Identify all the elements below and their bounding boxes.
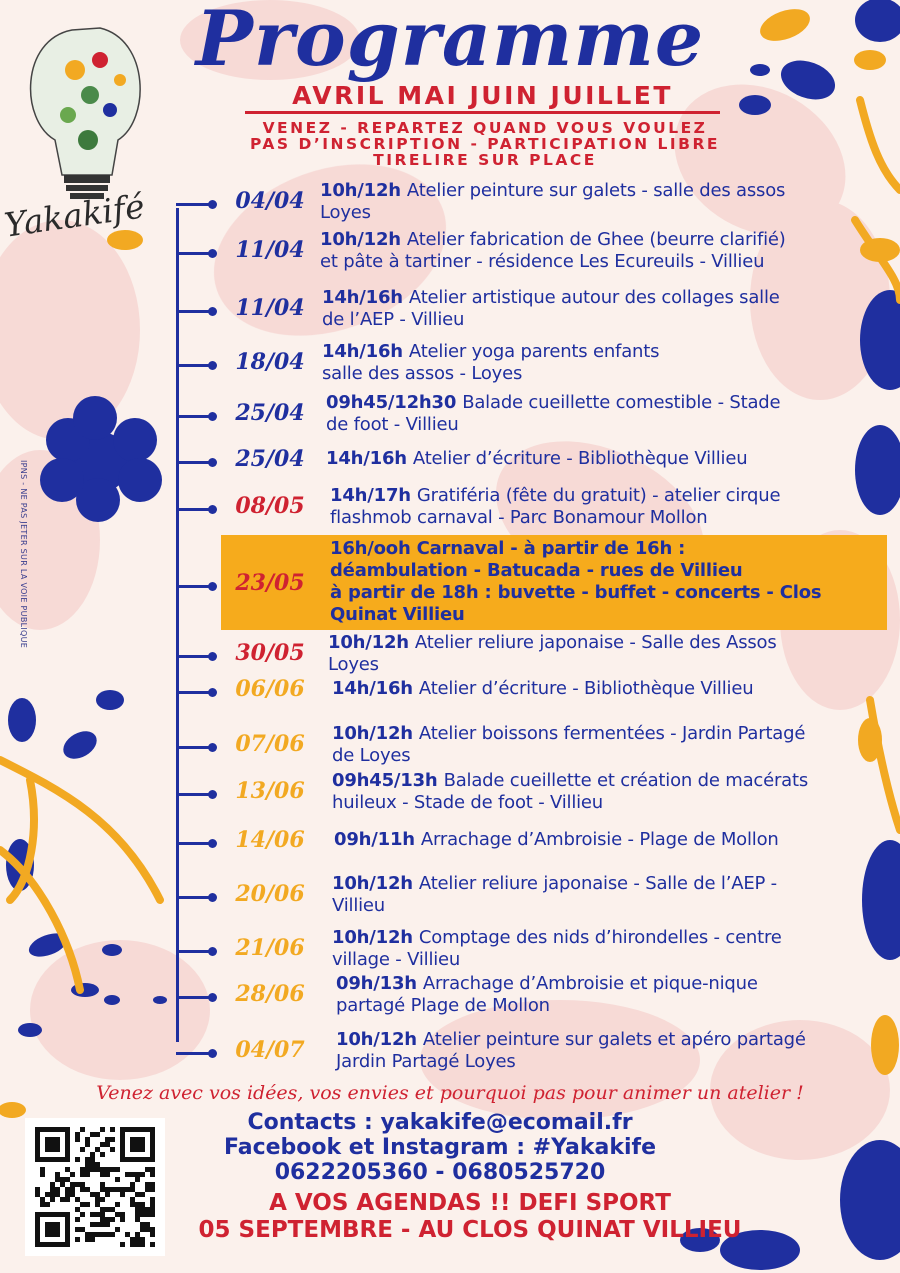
list-item — [0, 632, 900, 678]
event-time: 14h/16h — [326, 448, 407, 469]
event-line: de Loyes — [332, 745, 411, 766]
list-item — [0, 770, 900, 816]
event-line — [326, 392, 871, 414]
event-line — [330, 485, 875, 507]
event-description — [320, 180, 865, 224]
event-time: 14h/17h — [330, 485, 411, 506]
list-item — [0, 1029, 900, 1075]
event-text: Balade cueillette comestible - Stade — [462, 392, 781, 413]
event-text: Carnaval - à partir de 16h : — [416, 538, 686, 559]
event-date: 11/04 — [235, 237, 305, 263]
event-time: 14h/16h — [322, 287, 403, 308]
event-text: Balade cueillette et création de macérats — [443, 770, 809, 791]
list-item — [0, 829, 900, 855]
event-line: Villieu — [332, 895, 386, 916]
event-date: 25/04 — [235, 446, 305, 472]
event-date: 08/05 — [235, 493, 305, 519]
event-text: Atelier d’écriture - Bibliothèque Villieu — [412, 448, 748, 469]
event-text: Atelier peinture sur galets et apéro partagé — [422, 1029, 806, 1050]
sport-line: A VOS AGENDAS !! DEFI SPORT — [269, 1190, 671, 1216]
event-line — [332, 723, 877, 745]
event-line: de l’AEP - Villieu — [322, 309, 465, 330]
event-time: 10h/12h — [336, 1029, 417, 1050]
event-text: Gratiféria (fête du gratuit) - atelier cirque — [416, 485, 781, 506]
event-line: Loyes — [320, 202, 371, 223]
event-description — [320, 229, 865, 273]
side-note-text: IPNS - NE PAS JETER SUR LA VOIE PUBLIQUE — [19, 460, 28, 649]
list-item — [0, 448, 900, 474]
list-item — [0, 229, 900, 275]
event-line — [320, 229, 865, 251]
event-time: 10h/12h — [332, 927, 413, 948]
event-description — [332, 678, 877, 700]
event-date: 23/05 — [235, 570, 305, 596]
event-time: 09h45/12h30 — [326, 392, 457, 413]
event-line — [322, 287, 867, 309]
event-line: partagé Plage de Mollon — [336, 995, 550, 1016]
event-time: 10h/12h — [332, 723, 413, 744]
list-item — [0, 287, 900, 333]
event-date: 04/04 — [235, 188, 305, 214]
event-text: Atelier reliure japonaise - Salle de l’AEP - — [418, 873, 777, 894]
timeline-connector — [176, 793, 212, 796]
event-description — [330, 485, 875, 529]
timeline-dot — [208, 361, 217, 370]
timeline-dot — [208, 893, 217, 902]
event-text: Arrachage d’Ambroisie et pique-nique — [422, 973, 758, 994]
event-description — [326, 448, 871, 470]
event-description — [326, 392, 871, 436]
timeline-connector — [176, 1052, 212, 1055]
event-date: 13/06 — [235, 778, 305, 804]
list-item — [0, 873, 900, 919]
list-item — [0, 973, 900, 1019]
timeline-connector — [176, 996, 212, 999]
timeline-connector — [176, 950, 212, 953]
event-date: 25/04 — [235, 400, 305, 426]
months-subtitle: AVRIL MAI JUIN JUILLET — [245, 82, 720, 114]
timeline-dot — [208, 652, 217, 661]
list-item — [0, 485, 900, 531]
timeline-connector — [176, 364, 212, 367]
event-line: à partir de 18h : buvette - buffet - concerts - Clos — [330, 582, 822, 603]
event-line: huileux - Stade de foot - Villieu — [332, 792, 604, 813]
timeline-dot — [208, 839, 217, 848]
list-item — [0, 392, 900, 438]
event-description — [336, 1029, 881, 1073]
sport-announcement — [150, 1190, 790, 1244]
invite-text: Venez avec vos idées, vos envies et pourquoi pas pour animer un atelier ! — [96, 1082, 804, 1104]
event-time: 14h/16h — [322, 341, 403, 362]
event-time: 10h/12h — [320, 180, 401, 201]
timeline-dot — [208, 947, 217, 956]
list-item — [0, 927, 900, 973]
event-time: 10h/12h — [320, 229, 401, 250]
event-time: 16h/ooh — [330, 538, 411, 559]
event-description — [332, 723, 877, 767]
timeline-dot — [208, 200, 217, 209]
logo-text: Yakakifé — [1, 186, 147, 245]
event-time: 09h45/13h — [332, 770, 438, 791]
event-line: et pâte à tartiner - résidence Les Ecureuils - Villieu — [320, 251, 765, 272]
timeline-connector — [176, 691, 212, 694]
event-text: Atelier fabrication de Ghee (beurre clarifié) — [406, 229, 786, 250]
timeline-dot — [208, 688, 217, 697]
timeline-connector — [176, 746, 212, 749]
tagline-line: VENEZ - REPARTEZ QUAND VOUS VOULEZ — [262, 119, 708, 137]
timeline-connector — [176, 896, 212, 899]
list-item — [0, 723, 900, 769]
list-item — [0, 180, 900, 226]
timeline-connector — [176, 655, 212, 658]
event-line — [334, 829, 879, 851]
contact-email[interactable]: Contacts : yakakife@ecomail.fr — [247, 1110, 633, 1135]
event-date: 18/04 — [235, 349, 305, 375]
event-date: 28/06 — [235, 981, 305, 1007]
event-line: Quinat Villieu — [330, 604, 465, 625]
event-line — [332, 678, 877, 700]
event-line — [322, 341, 867, 363]
timeline-connector — [176, 252, 212, 255]
timeline-connector — [176, 310, 212, 313]
timeline-connector — [176, 508, 212, 511]
tagline-line: PAS D’INSCRIPTION - PARTICIPATION LIBRE — [249, 135, 721, 153]
tagline — [185, 120, 785, 168]
timeline-dot — [208, 505, 217, 514]
event-line: Jardin Partagé Loyes — [336, 1051, 516, 1072]
contact-phones: 0622205360 - 0680525720 — [274, 1160, 606, 1185]
event-line: flashmob carnaval - Parc Bonamour Mollon — [330, 507, 708, 528]
event-time: 14h/16h — [332, 678, 413, 699]
event-description — [330, 538, 875, 626]
timeline-dot — [208, 743, 217, 752]
event-date: 11/04 — [235, 295, 305, 321]
event-text: Comptage des nids d’hirondelles - centre — [418, 927, 782, 948]
event-date: 20/06 — [235, 881, 305, 907]
timeline-dot — [208, 790, 217, 799]
event-description — [336, 973, 881, 1017]
event-date: 14/06 — [235, 827, 305, 853]
event-line — [326, 448, 871, 470]
page-title: Programme — [195, 0, 705, 83]
contact-social: Facebook et Instagram : #Yakakife — [223, 1135, 657, 1160]
event-text: Atelier reliure japonaise - Salle des Assos — [414, 632, 777, 653]
event-line — [332, 927, 877, 949]
event-text: Atelier peinture sur galets - salle des assos — [406, 180, 786, 201]
event-time: 10h/12h — [332, 873, 413, 894]
timeline-connector — [176, 461, 212, 464]
event-time: 09h/11h — [334, 829, 415, 850]
event-text: Atelier artistique autour des collages salle — [408, 287, 780, 308]
timeline-dot — [208, 993, 217, 1002]
event-line: Loyes — [328, 654, 379, 675]
timeline-dot — [208, 307, 217, 316]
timeline-connector — [176, 203, 212, 206]
event-line — [332, 873, 877, 895]
event-text: Arrachage d’Ambroisie - Plage de Mollon — [420, 829, 779, 850]
event-date: 30/05 — [235, 640, 305, 666]
event-time: 10h/12h — [328, 632, 409, 653]
timeline-dot — [208, 1049, 217, 1058]
list-item — [0, 540, 900, 630]
event-line — [330, 538, 875, 560]
event-line — [320, 180, 865, 202]
event-line — [336, 1029, 881, 1051]
event-text: Atelier yoga parents enfants — [408, 341, 660, 362]
event-line: village - Villieu — [332, 949, 461, 970]
event-description — [334, 829, 879, 851]
event-line — [332, 770, 877, 792]
timeline-connector — [176, 415, 212, 418]
event-description — [328, 632, 873, 676]
timeline-dot — [208, 249, 217, 258]
list-item — [0, 341, 900, 387]
tagline-line: TIRELIRE SUR PLACE — [373, 151, 597, 169]
event-text: Atelier d’écriture - Bibliothèque Villieu — [418, 678, 754, 699]
event-date: 04/07 — [235, 1037, 305, 1063]
event-line — [328, 632, 873, 654]
event-description — [322, 287, 867, 331]
event-description — [332, 873, 877, 917]
timeline-connector — [176, 842, 212, 845]
event-description — [332, 927, 877, 971]
event-date: 21/06 — [235, 935, 305, 961]
event-description — [332, 770, 877, 814]
event-line: déambulation - Batucada - rues de Villieu — [330, 560, 743, 581]
timeline-connector — [176, 585, 212, 588]
list-item — [0, 678, 900, 704]
event-time: 09h/13h — [336, 973, 417, 994]
event-line: salle des assos - Loyes — [322, 363, 523, 384]
event-description — [322, 341, 867, 385]
contacts-block — [160, 1110, 720, 1185]
timeline-dot — [208, 412, 217, 421]
timeline-dot — [208, 458, 217, 467]
event-line — [336, 973, 881, 995]
event-line: de foot - Villieu — [326, 414, 459, 435]
qr-code-icon[interactable] — [25, 1118, 165, 1256]
event-date: 06/06 — [235, 676, 305, 702]
event-date: 07/06 — [235, 731, 305, 757]
event-text: Atelier boissons fermentées - Jardin Partagé — [418, 723, 806, 744]
timeline-dot — [208, 582, 217, 591]
sport-line: 05 SEPTEMBRE - AU CLOS QUINAT VILLIEU — [198, 1217, 742, 1243]
